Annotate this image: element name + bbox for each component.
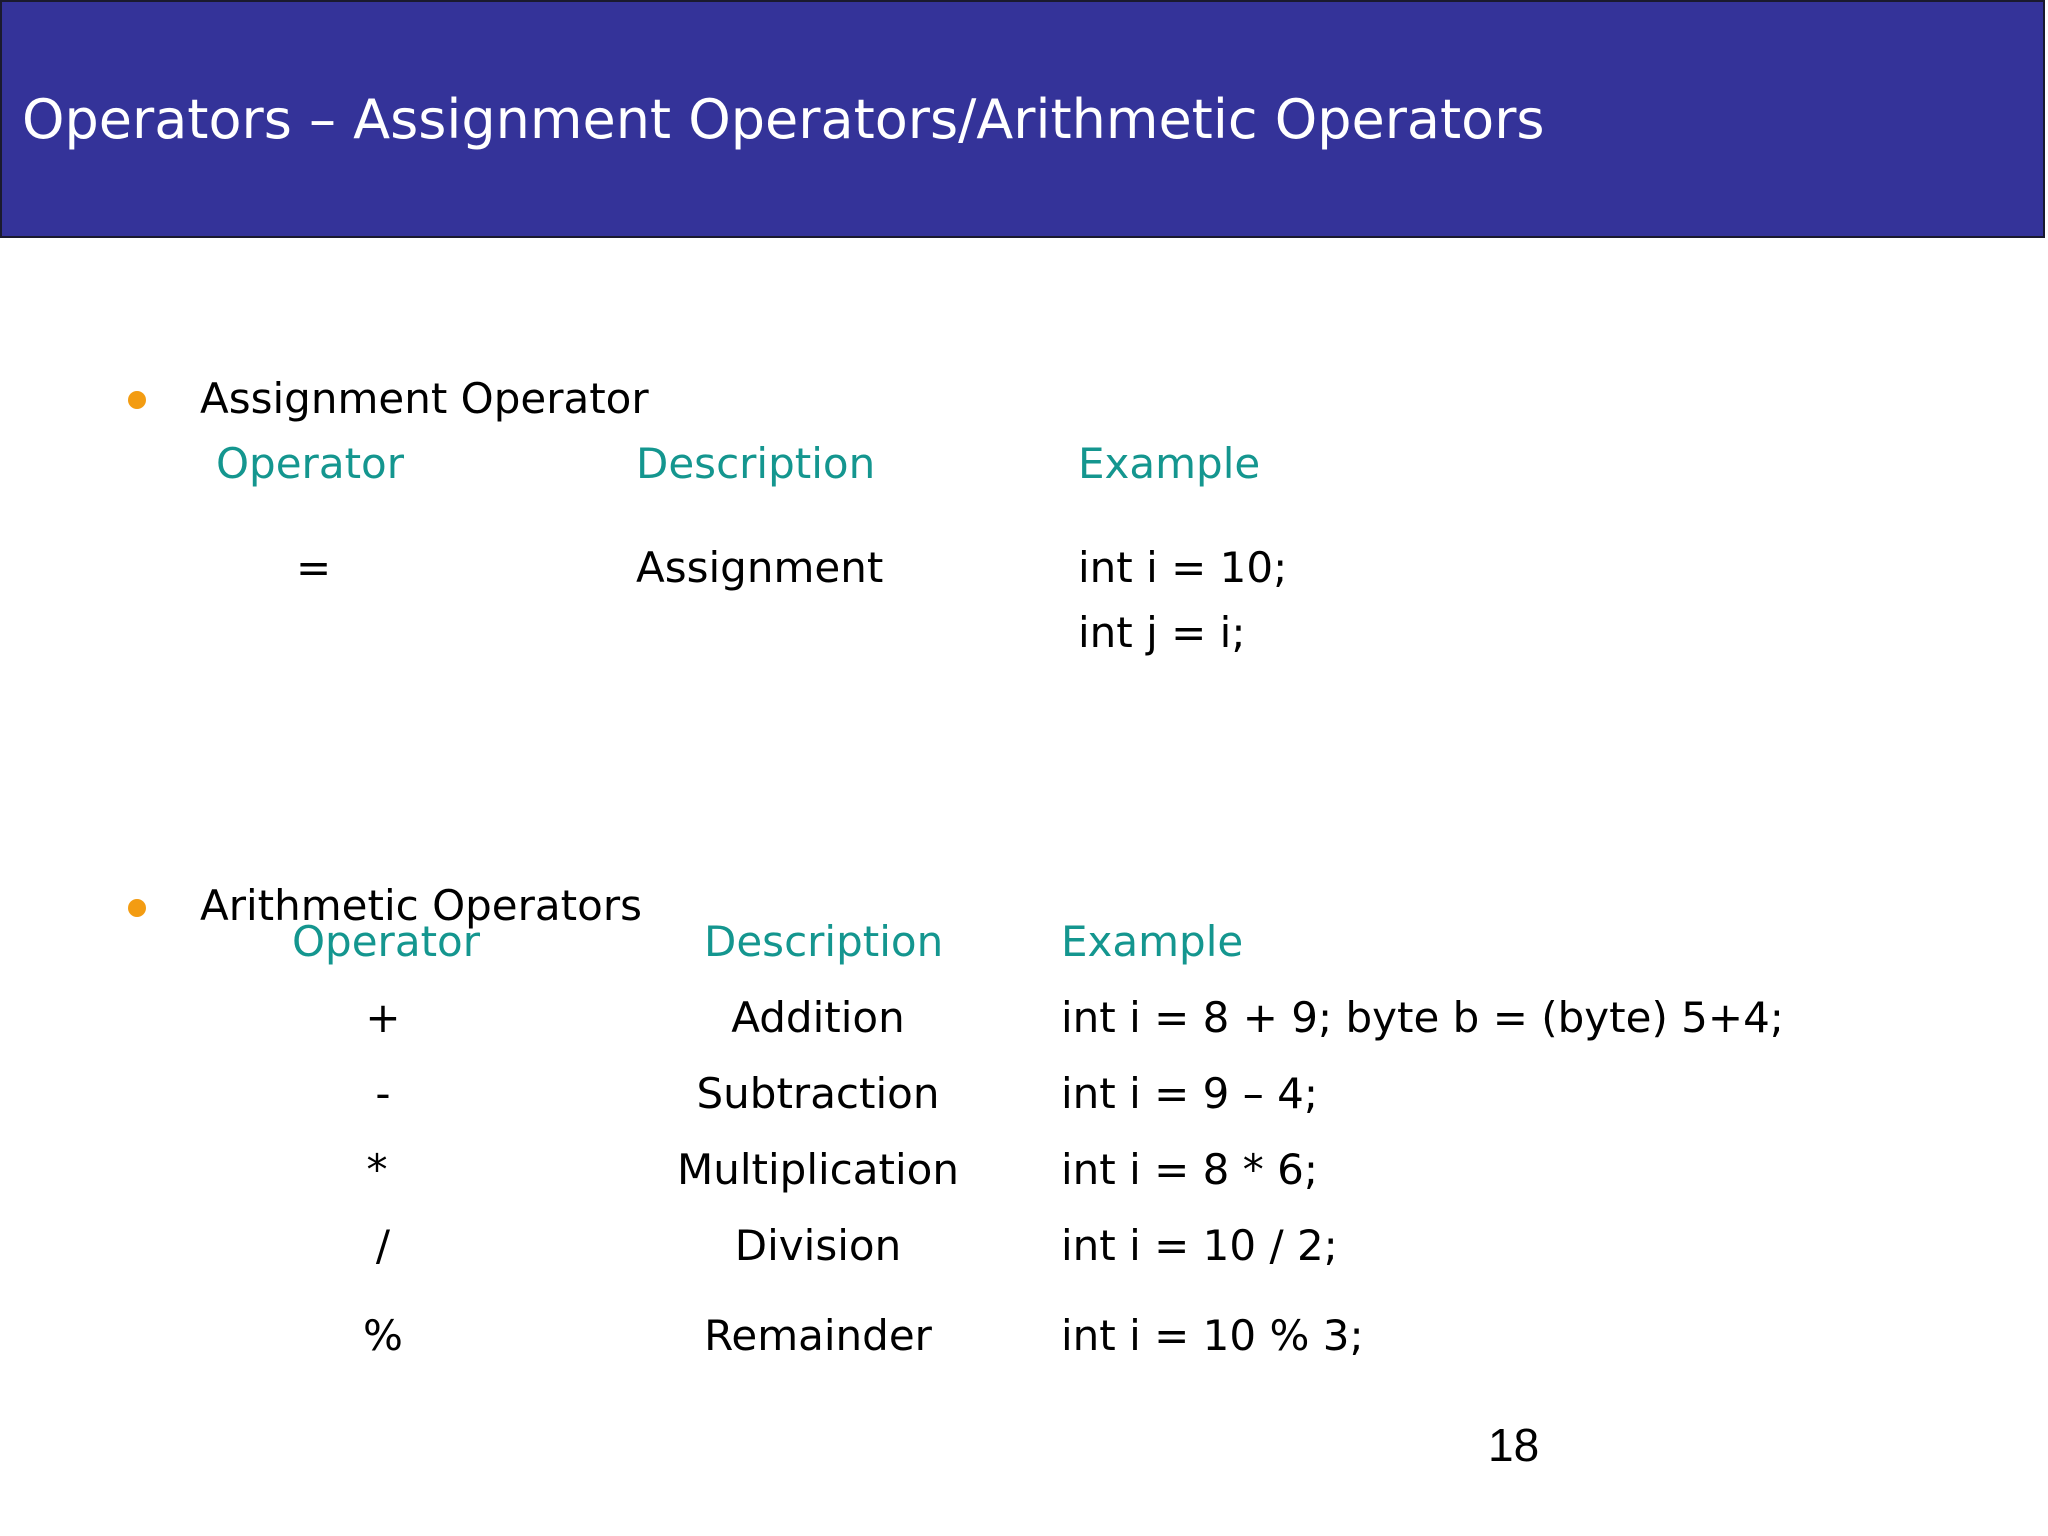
arithmetic-example: int i = 8 * 6;	[1061, 1145, 1318, 1194]
arithmetic-operator: %	[363, 1311, 403, 1360]
arithmetic-col-example: Example	[1061, 917, 1244, 966]
page-number: 18	[1488, 1419, 1540, 1471]
arithmetic-operator: *	[366, 1145, 388, 1194]
bullet-icon	[128, 391, 146, 409]
bullet-icon	[128, 899, 146, 917]
arithmetic-description: Remainder	[704, 1311, 932, 1360]
arithmetic-operator: /	[375, 1221, 391, 1270]
title-bar	[0, 0, 2045, 238]
assignment-example-line-2: int j = i;	[1078, 608, 1246, 657]
arithmetic-col-operator: Operator	[292, 917, 480, 966]
assignment-description: Assignment	[636, 543, 884, 592]
assignment-col-operator: Operator	[216, 439, 404, 488]
arithmetic-description: Subtraction	[696, 1069, 940, 1118]
assignment-heading: Assignment Operator	[200, 374, 649, 423]
arithmetic-description: Multiplication	[677, 1145, 959, 1194]
assignment-col-example: Example	[1078, 439, 1261, 488]
arithmetic-col-description: Description	[704, 917, 944, 966]
assignment-col-description: Description	[636, 439, 876, 488]
arithmetic-example: int i = 9 – 4;	[1061, 1069, 1318, 1118]
arithmetic-example: int i = 10 / 2;	[1061, 1221, 1338, 1270]
arithmetic-example: int i = 8 + 9; byte b = (byte) 5+4;	[1061, 993, 1784, 1042]
arithmetic-description: Addition	[731, 993, 905, 1042]
slide-title: Operators – Assignment Operators/Arithmetic Operators	[22, 88, 1545, 151]
arithmetic-operator: +	[365, 993, 401, 1042]
assignment-operator: =	[296, 543, 332, 592]
assignment-example-line-1: int i = 10;	[1078, 543, 1288, 592]
arithmetic-heading: Arithmetic Operators	[200, 881, 642, 930]
arithmetic-example: int i = 10 % 3;	[1061, 1311, 1364, 1360]
arithmetic-operator: -	[375, 1069, 391, 1118]
arithmetic-description: Division	[734, 1221, 902, 1270]
